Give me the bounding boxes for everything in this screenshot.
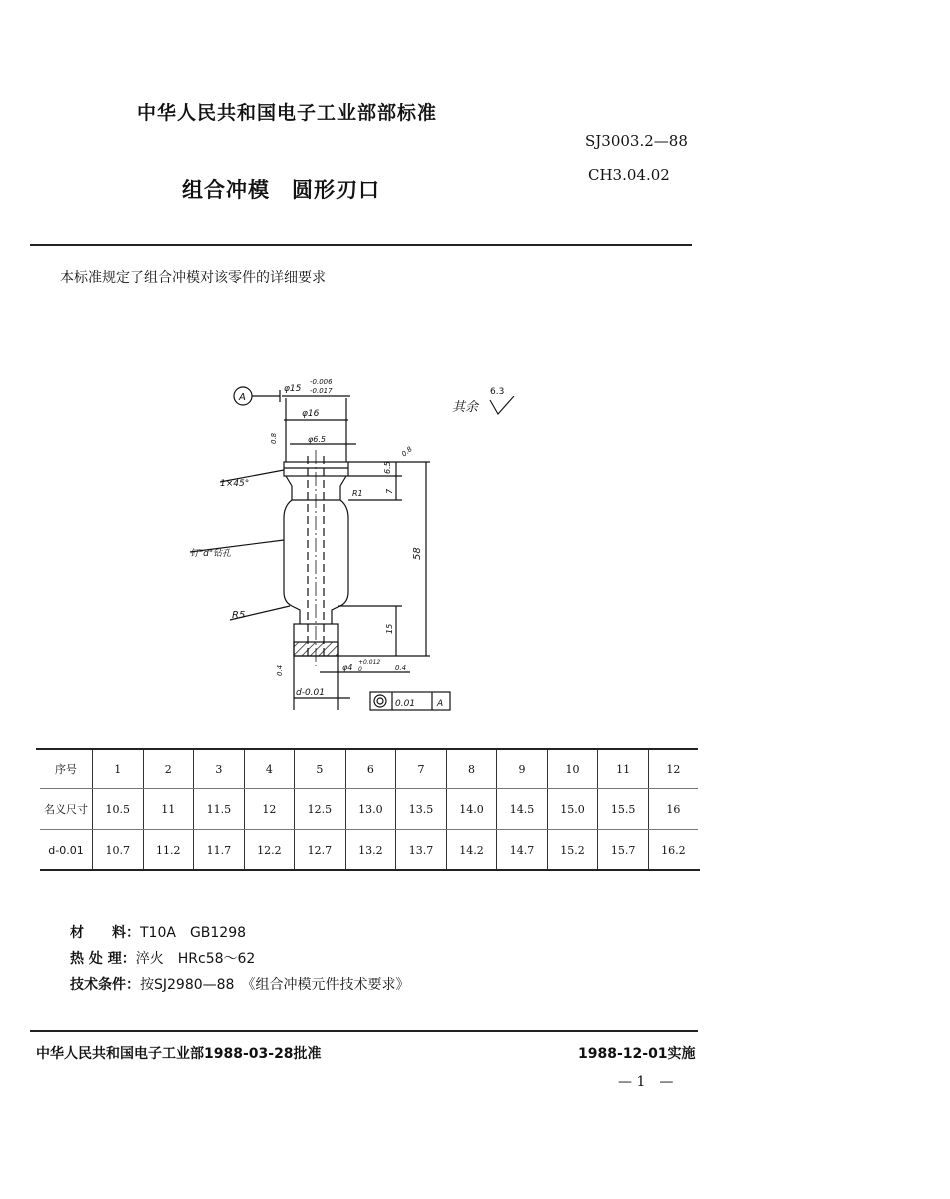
heat-value: 淬火 HRc58～62 (135, 951, 256, 967)
table-cell: 1 (93, 750, 144, 789)
tip-bore-tol: +0.012 (358, 659, 381, 666)
chamfer: 1×45° (220, 479, 250, 489)
table-row-d (40, 830, 698, 871)
table-cell: 9 (497, 750, 548, 789)
table-cell: 11 (143, 789, 194, 830)
table-cell: 8 (446, 750, 497, 789)
table-cell: 12.5 (295, 789, 346, 830)
dia-bore: φ6.5 (308, 435, 326, 444)
table-cell: 14.7 (497, 830, 548, 871)
table-cell: 10.7 (93, 830, 144, 871)
dim-d: d-0.01 (296, 688, 325, 698)
tip-bore: φ4 (342, 663, 353, 672)
table-cell: 16 (648, 789, 698, 830)
radius-small: R1 (352, 489, 363, 498)
row-label: 序号 (40, 750, 93, 789)
roughness-rest-value: 6.3 (490, 387, 505, 397)
standard-number: SJ3003.2—88 (585, 132, 688, 150)
material-line (70, 922, 246, 942)
table-cell: 10.5 (93, 789, 144, 830)
table-cell: 10 (547, 750, 598, 789)
dia-top-lower: -0.017 (310, 387, 333, 395)
table-cell: 16.2 (648, 830, 698, 871)
table-cell: 12.7 (295, 830, 346, 871)
rough-c: 0.4 (395, 664, 407, 672)
table-cell: 13.2 (345, 830, 396, 871)
table-bottom-rule (40, 869, 700, 871)
table-cell: 12.2 (244, 830, 295, 871)
table-cell: 13.5 (396, 789, 447, 830)
dia-shank: φ16 (302, 409, 320, 419)
dimension-table (40, 750, 698, 870)
row-label: 名义尺寸 (40, 789, 93, 830)
table-cell: 12 (244, 789, 295, 830)
table-cell: 4 (244, 750, 295, 789)
table-cell: 15.0 (547, 789, 598, 830)
tech-label: 技术条件： (70, 977, 140, 993)
table-cell: 14.0 (446, 789, 497, 830)
approval-date: 中华人民共和国电子工业部1988-03-28批准 (36, 1046, 322, 1062)
table-cell: 11.7 (194, 830, 245, 871)
table-cell: 13.7 (396, 830, 447, 871)
table-row-nominal (40, 789, 698, 830)
intro-text: 本标准规定了组合冲模对该零件的详细要求 (60, 270, 326, 286)
dia-top-upper: -0.006 (310, 378, 333, 386)
tolerance-value: 0.01 (395, 699, 416, 709)
page-number: — 1 — (618, 1074, 674, 1090)
document-title: 组合冲模 圆形刃口 (182, 178, 380, 202)
punch-drawing (180, 370, 510, 720)
table-cell: 15.5 (598, 789, 649, 830)
len-tip: 15 (385, 623, 394, 634)
header-rule (30, 244, 692, 246)
effective-date: 1988-12-01实施 (578, 1046, 696, 1062)
table-cell: 14.5 (497, 789, 548, 830)
roughness-symbol-icon (488, 396, 516, 418)
table-cell: 2 (143, 750, 194, 789)
rough-a-left: 0.8 (270, 432, 278, 444)
material-label: 材 料： (70, 925, 140, 941)
table-cell: 11.5 (194, 789, 245, 830)
standard-authority: 中华人民共和国电子工业部部标准 (137, 102, 438, 124)
table-cell: 14.2 (446, 830, 497, 871)
table-row-serial (40, 750, 698, 789)
row-label: d-0.01 (48, 843, 84, 857)
technical-conditions-line (70, 974, 409, 994)
table-cell: 11.2 (143, 830, 194, 871)
table-cell: 7 (396, 750, 447, 789)
bore-note: 钉"d"钻孔 (190, 549, 231, 559)
heat-treatment-line (70, 948, 255, 968)
dia-top: φ15 (284, 384, 302, 394)
table-cell: 13.0 (345, 789, 396, 830)
radius-large: R5 (232, 610, 246, 621)
table-cell: 5 (295, 750, 346, 789)
class-number: CH3.04.02 (588, 166, 670, 184)
table-cell: 15.7 (598, 830, 649, 871)
table-cell: 6 (345, 750, 396, 789)
len-total: 58 (412, 547, 423, 560)
tolerance-ref: A (437, 699, 444, 709)
rough-b: 0.4 (276, 664, 284, 676)
table-cell: 15.2 (547, 830, 598, 871)
tech-value: 按SJ2980—88 《组合冲模元件技术要求》 (140, 977, 410, 993)
heat-label: 热 处 理： (70, 951, 136, 967)
datum-label: A (239, 392, 246, 403)
table-cell: 12 (648, 750, 698, 789)
len-neck: 7 (385, 488, 394, 494)
table-cell: 11 (598, 750, 649, 789)
material-value: T10A GB1298 (140, 925, 247, 941)
table-cell: 3 (194, 750, 245, 789)
tip-bore-tol-low: 0 (358, 666, 362, 673)
len-head: 6.5 (383, 461, 392, 474)
rough-a-right: 0.8 (400, 445, 414, 459)
roughness-rest: 其余 (452, 400, 479, 415)
footer-rule (30, 1030, 698, 1032)
